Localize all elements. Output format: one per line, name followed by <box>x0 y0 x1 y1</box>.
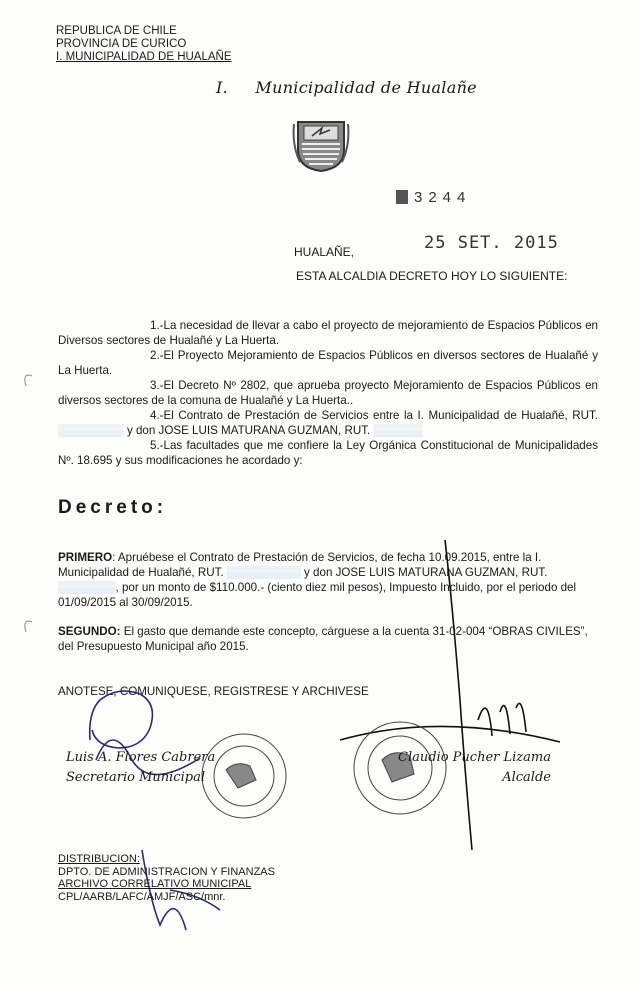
secretary-signature-block <box>66 748 215 788</box>
distribution-title: DISTRIBUCION: <box>58 853 140 865</box>
closing-formula: ANOTESE, COMUNIQUESE, REGISTRESE Y ARCHIVESE <box>58 685 369 698</box>
distribution-line-1: DPTO. DE ADMINISTRACION Y FINANZAS <box>58 865 275 878</box>
decree-intro: ESTA ALCALDIA DECRETO HOY LO SIGUIENTE: <box>296 269 568 283</box>
title-prefix: I. <box>216 78 229 97</box>
article-segundo: SEGUNDO: El gasto que demande este concepto, cárguese a la cuenta 31-02-004 “OBRAS CIVILES”, del Presupuesto Municipal año 2015. <box>58 625 588 653</box>
secretary-name: Luis A. Flores Cabrera <box>66 750 216 765</box>
mayor-name: Claudio Pucher Lizama <box>398 750 551 765</box>
mayor-role: Alcalde <box>502 770 551 785</box>
distribution-line-3: CPL/AARB/LAFC/AMJF/ASC/mnr. <box>58 890 226 903</box>
date-stamp: 25 SET. 2015 <box>424 233 559 253</box>
distribution-line-2: ARCHIVO CORRELATIVO MUNICIPAL <box>58 878 252 890</box>
considerando-1: 1.-La necesidad de llevar a cabo el proyecto de mejoramiento de Espacios Públicos en Diversos sectores de Hualañé y La Huerta. <box>58 319 598 347</box>
secretary-role: Secretario Municipal <box>66 770 205 785</box>
considerando-4: 4.-El Contrato de Prestación de Servicios entre la I. Municipalidad de Hualañé, RUT. ▒▒▒▒▒▒▒▒ y don JOSE LUIS MATURANA GUZMAN, RUT. ▒▒▒▒▒▒ <box>58 409 598 437</box>
letterhead-line-province: PROVINCIA DE CURICO <box>56 38 187 50</box>
article-primero: PRIMERO: Apruébese el Contrato de Prestación de Servicios, de fecha 10.09.2015, entre la I. Municipalidad de Hualañé, RUT. ▒▒▒▒▒▒▒▒▒ y don JOSE LUIS MATURANA GUZMAN, RUT. ▒▒▒▒▒▒▒, por un monto de $110.000.- (ciento diez mil pesos), Impuesto Incluido, por el periodo del 01/09/2015 al 30/09/2015. <box>58 551 577 609</box>
mayor-signature-block <box>398 748 551 788</box>
letterhead-line-municipality: I. MUNICIPALIDAD DE HUALAÑE <box>56 51 232 63</box>
distribution-block <box>58 853 275 903</box>
considerando-3: 3.-El Decreto Nº 2802, que aprueba proyecto Mejoramiento de Espacios Públicos en diversos sectores de la comuna de Hualañé y La Huerta.. <box>58 379 598 407</box>
place: HUALAÑE, <box>294 245 355 259</box>
considerando-5: 5.-Las facultades que me confiere la Ley Orgánica Constitucional de Municipalidades Nº. 18.695 y sus modificaciones he acordado y: <box>58 439 598 467</box>
right-signature-icon <box>340 540 560 850</box>
letterhead-line-country: REPUBLICA DE CHILE <box>56 25 177 37</box>
decree-number: 3244 <box>396 189 471 206</box>
decreto-heading: Decreto: <box>58 497 168 518</box>
considerando-2: 2.-El Proyecto Mejoramiento de Espacios Públicos en diversos sectores de Hualañé y La Huerta. <box>58 349 598 377</box>
title-name: Municipalidad de Hualañe <box>255 78 477 97</box>
